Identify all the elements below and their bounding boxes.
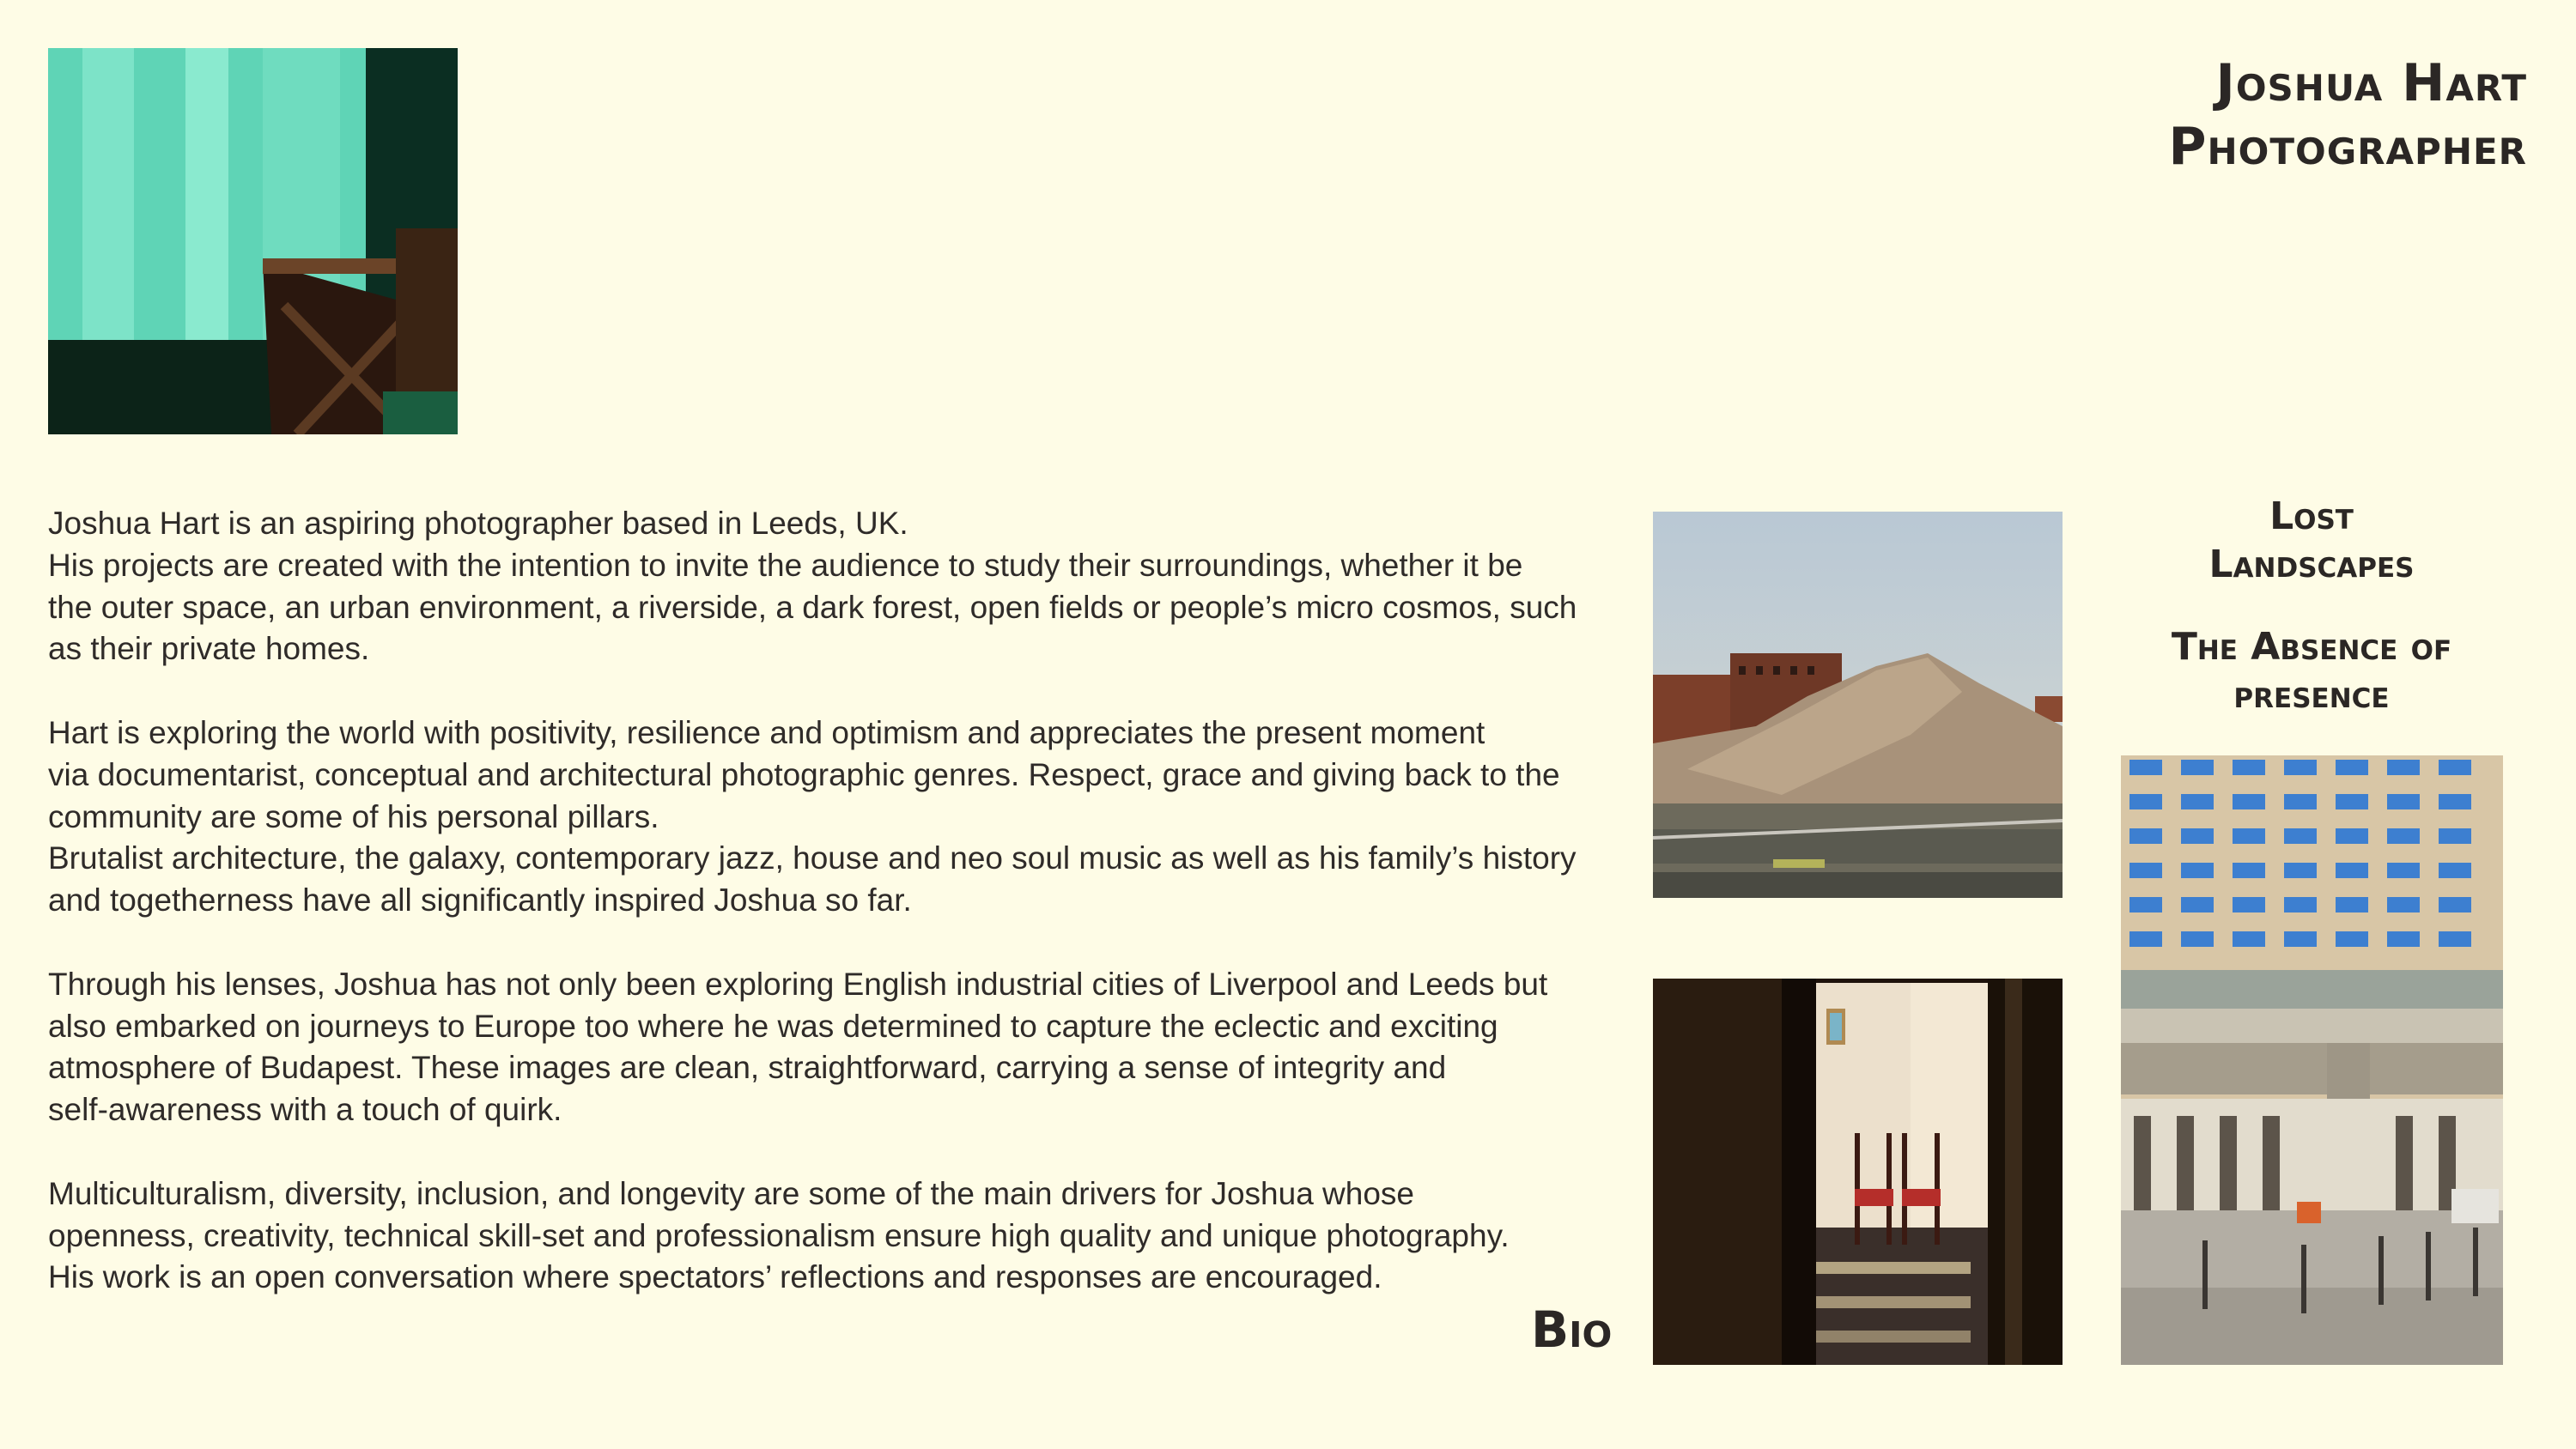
series-lost-landscapes[interactable] <box>2105 493 2518 589</box>
bio-text <box>48 503 1628 1341</box>
series-absence-of-presence[interactable] <box>2105 623 2518 719</box>
bio-line: also embarked on journeys to Europe too where he was determined to capture the eclectic and exciting <box>48 1008 1498 1044</box>
bio-line: openness, creativity, technical skill-set and professionalism ensure high quality and unique photography. <box>48 1217 1510 1253</box>
bio-label: Bio <box>1531 1300 1613 1359</box>
bio-paragraph <box>48 1173 1628 1299</box>
photographer-role: Photographer <box>2168 117 2527 177</box>
rubble-mound-photo <box>1653 512 2063 898</box>
bio-line: Through his lenses, Joshua has not only been exploring English industrial cities of Liverpool and Leeds but <box>48 966 1548 1002</box>
brutalist-building-photo <box>2121 755 2503 1365</box>
curtain-chair-photo <box>48 48 458 434</box>
page-title <box>2169 52 2527 179</box>
bio-line: and togetherness have all significantly inspired Joshua so far. <box>48 882 912 919</box>
doorway-chairs-photo <box>1653 979 2063 1365</box>
bio-line: atmosphere of Budapest. These images are clean, straightforward, carrying a sense of integrity and <box>48 1050 1447 1086</box>
bio-line: via documentarist, conceptual and architectural photographic genres. Respect, grace and giving back to the <box>48 756 1560 792</box>
series-title-line: Landscapes <box>2208 543 2415 586</box>
bio-line: His work is an open conversation where spectators’ reflections and responses are encouraged. <box>48 1259 1382 1295</box>
bio-line: Joshua Hart is an aspiring photographer based in Leeds, UK. <box>48 506 908 541</box>
bio-line: as their private homes. <box>48 631 370 667</box>
bio-line: the outer space, an urban environment, a riverside, a dark forest, open fields or people’s micro cosmos, such <box>48 589 1577 625</box>
series-title-line: Lost <box>2269 494 2354 538</box>
bio-paragraph <box>48 712 1628 922</box>
bio-line: community are some of his personal pillars. <box>48 798 659 834</box>
bio-paragraph <box>48 503 1628 670</box>
bio-line: His projects are created with the intention to invite the audience to study their surroundings, whether it be <box>48 547 1523 583</box>
bio-paragraph <box>48 964 1628 1131</box>
bio-line: Brutalist architecture, the galaxy, contemporary jazz, house and neo soul music as well as his family’s history <box>48 840 1577 876</box>
bio-line: Multiculturalism, diversity, inclusion, and longevity are some of the main drivers for Joshua whose <box>48 1175 1414 1211</box>
bio-line: Hart is exploring the world with positivity, resilience and optimism and appreciates the present moment <box>48 714 1485 750</box>
bio-line: self-awareness with a touch of quirk. <box>48 1092 562 1128</box>
photographer-name: Joshua Hart <box>2215 53 2527 113</box>
series-title-line: The Absence of <box>2171 625 2452 669</box>
series-title-line: presence <box>2233 673 2390 717</box>
